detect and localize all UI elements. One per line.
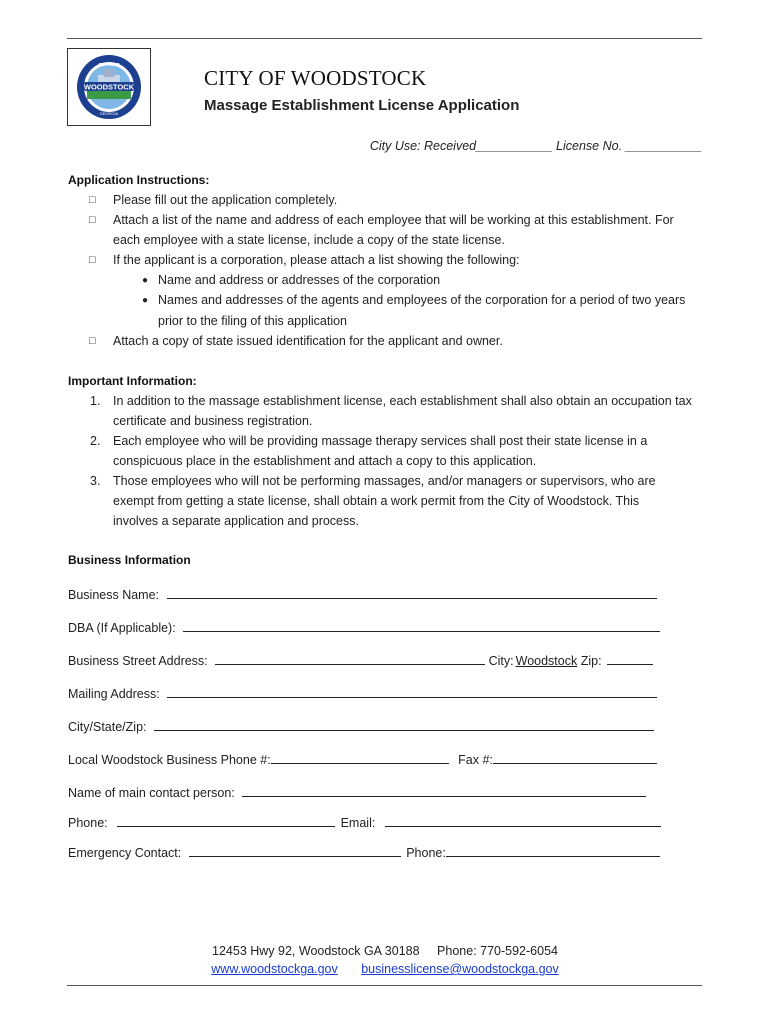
street-address-input[interactable]: [215, 653, 485, 665]
footer-contact: [0, 944, 770, 958]
important-item-cont: exempt from getting a state license, shall obtain a work permit from the City of Woodstock. This: [113, 494, 640, 508]
logo-top-text: EST. 1897: [98, 62, 120, 67]
fax-label: Fax #:: [458, 753, 493, 767]
checkbox-icon: □: [89, 254, 96, 266]
important-heading: Important Information:: [68, 374, 197, 388]
business-name-input[interactable]: [167, 587, 657, 599]
city-state-zip-label: City/State/Zip:: [68, 720, 147, 734]
emergency-row: [68, 845, 660, 860]
business-name-label: Business Name:: [68, 588, 160, 602]
local-phone-label: Local Woodstock Business Phone #:: [68, 753, 271, 767]
email-link[interactable]: businesslicense@woodstockga.gov: [361, 962, 559, 976]
footer-links: [0, 962, 770, 976]
city-value: Woodstock: [515, 654, 578, 668]
email-label: Email:: [340, 816, 376, 830]
emergency-phone-input[interactable]: [446, 845, 660, 857]
emergency-input[interactable]: [189, 845, 401, 857]
dba-row: [68, 620, 660, 635]
emergency-label: Emergency Contact:: [68, 846, 182, 860]
phone-email-row: [68, 815, 661, 830]
city-seal-logo: [67, 48, 151, 126]
mailing-address-row: [68, 686, 657, 701]
instruction-item-cont: each employee with a state license, include a copy of the state license.: [113, 233, 505, 247]
instruction-item: If the applicant is a corporation, please attach a list showing the following:: [113, 253, 520, 267]
phone-input[interactable]: [117, 815, 335, 827]
checkbox-icon: □: [89, 194, 96, 206]
street-address-row: [68, 653, 653, 668]
instruction-subitem: Name and address or addresses of the corporation: [158, 273, 441, 287]
bullet-icon: ●: [142, 275, 149, 286]
form-title: Massage Establishment License Application: [204, 97, 520, 114]
local-phone-input[interactable]: [271, 752, 449, 764]
instructions-heading: Application Instructions:: [68, 173, 210, 187]
logo-bottom-text: GEORGIA: [99, 111, 119, 116]
city-label: City:: [488, 654, 514, 668]
emergency-phone-label: Phone:: [406, 846, 446, 860]
contact-person-input[interactable]: [242, 785, 646, 797]
office-use-line: City Use: Received___________ License No. ___________: [369, 139, 702, 153]
mailing-address-label: Mailing Address:: [68, 687, 160, 701]
street-address-label: Business Street Address:: [68, 654, 208, 668]
dba-label: DBA (If Applicable):: [68, 621, 176, 635]
instruction-item: Please fill out the application completely.: [113, 193, 338, 207]
checkbox-icon: □: [89, 335, 96, 347]
instruction-subitem-cont: prior to the filing of this application: [158, 314, 347, 328]
important-item-cont: certificate and business registration.: [113, 414, 313, 428]
contact-person-row: [68, 785, 646, 800]
zip-label: Zip:: [580, 654, 602, 668]
footer-phone: Phone: 770-592-6054: [437, 944, 558, 958]
city-state-zip-row: [68, 719, 654, 734]
city-title: CITY OF WOODSTOCK: [204, 66, 427, 90]
logo-main-text: WOODSTOCK: [83, 82, 135, 92]
business-name-row: [68, 587, 657, 602]
important-item: In addition to the massage establishment license, each establishment shall also obtain an occupation tax: [113, 394, 692, 408]
list-number: 1.: [90, 394, 101, 408]
business-heading: Business Information: [68, 553, 191, 567]
footer-address: 12453 Hwy 92, Woodstock GA 30188: [212, 944, 420, 958]
instruction-subitem: Names and addresses of the agents and employees of the corporation for a period of two years: [158, 293, 686, 307]
top-rule: [67, 38, 702, 39]
dba-input[interactable]: [183, 620, 660, 632]
website-link[interactable]: www.woodstockga.gov: [211, 962, 338, 976]
list-number: 3.: [90, 474, 101, 488]
email-input[interactable]: [385, 815, 661, 827]
phone-label: Phone:: [68, 816, 108, 830]
important-item-cont: involves a separate application and process.: [113, 514, 359, 528]
important-item: Each employee who will be providing massage therapy services shall post their state license in a: [113, 434, 648, 448]
list-number: 2.: [90, 434, 101, 448]
checkbox-icon: □: [89, 214, 96, 226]
instruction-item: Attach a copy of state issued identification for the applicant and owner.: [113, 334, 503, 348]
fax-input[interactable]: [493, 752, 657, 764]
contact-person-label: Name of main contact person:: [68, 786, 235, 800]
bullet-icon: ●: [142, 295, 149, 306]
local-phone-row: [68, 752, 657, 767]
mailing-address-input[interactable]: [167, 686, 657, 698]
city-state-zip-input[interactable]: [154, 719, 654, 731]
important-item-cont: conspicuous place in the establishment and attach a copy to this application.: [113, 454, 537, 468]
instruction-item: Attach a list of the name and address of each employee that will be working at this establishment. For: [113, 213, 674, 227]
city-seal-icon: [68, 49, 150, 125]
bottom-rule: [67, 985, 702, 986]
important-item: Those employees who will not be performing massages, and/or managers or supervisors, who are: [113, 474, 656, 488]
zip-input[interactable]: [607, 653, 653, 665]
